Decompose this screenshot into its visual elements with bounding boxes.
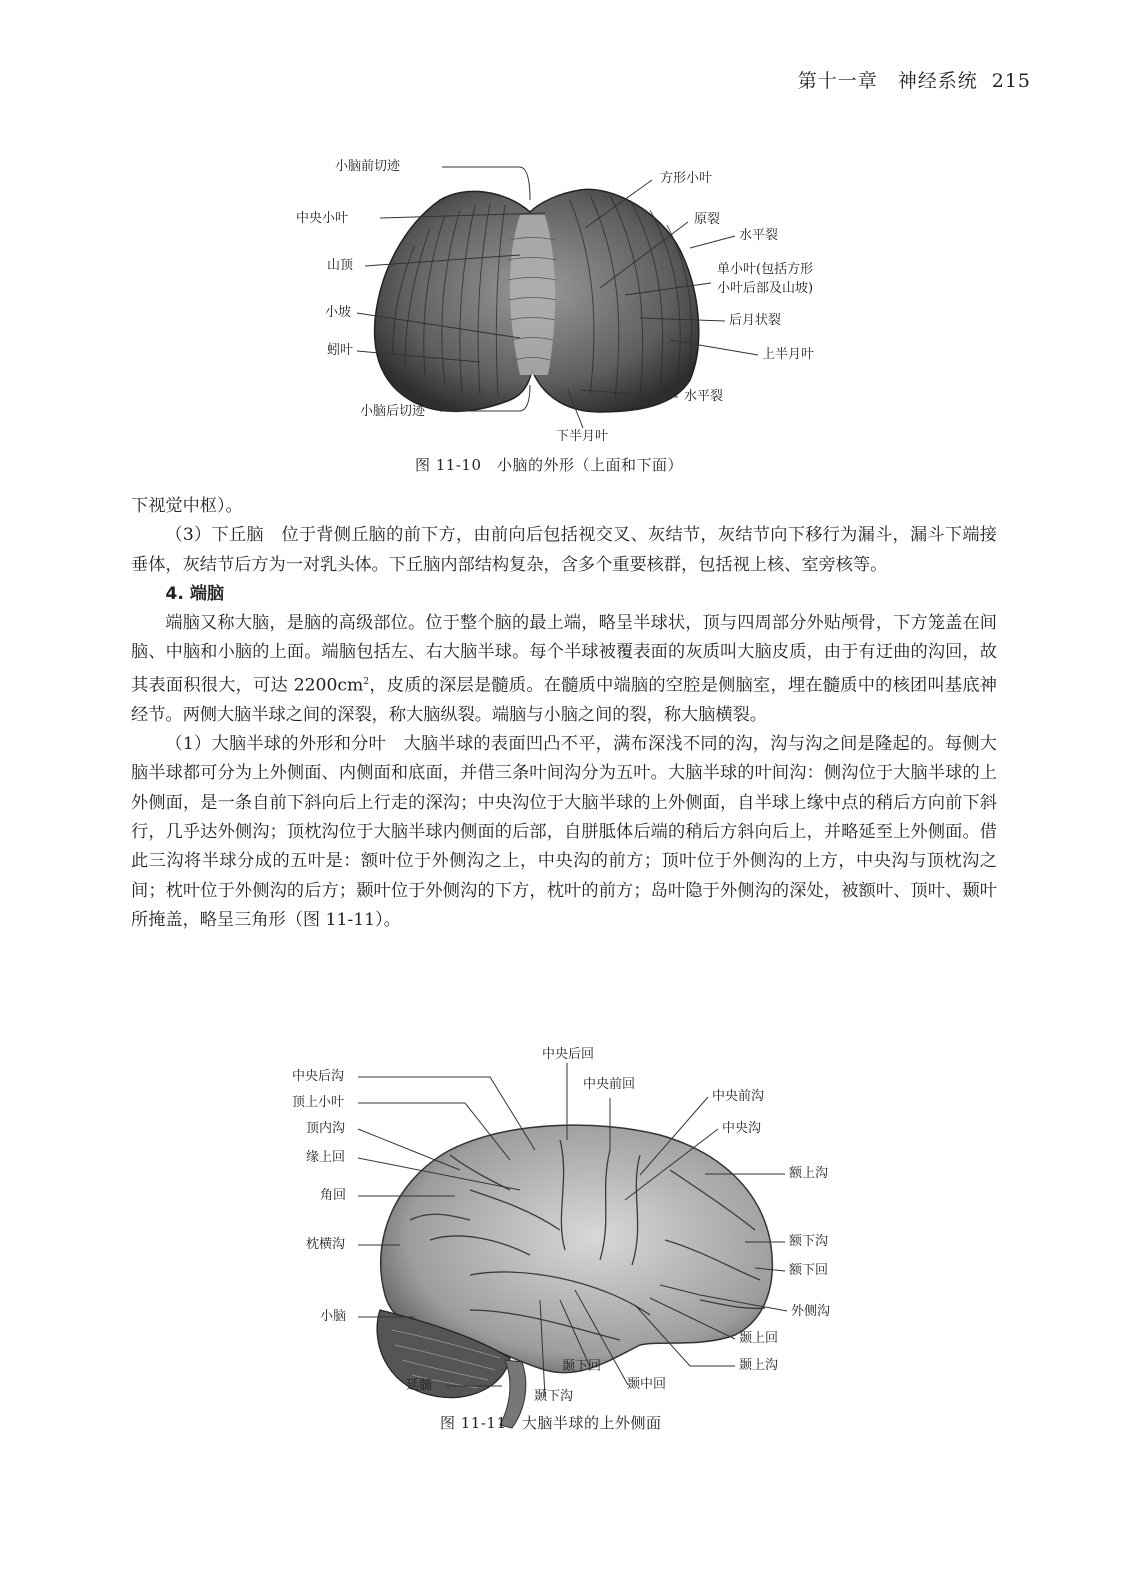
label-superior-parietal-lobule: 顶上小叶 [292,1095,345,1110]
paragraph-telencephalon-part2: ，皮质的深层是髓质。在髓质中端脑的空腔是侧脑室，埋在髓质中的核团叫基底神经节。两侧大脑半球之间的深裂，称大脑纵裂。端脑与小脑之间的裂，称大脑横裂。 [131,675,997,725]
label-inferior-temporal-gyrus: 颞下回 [562,1359,602,1374]
label-postcentral-sulcus: 中央后沟 [292,1069,345,1084]
label-precentral-sulcus: 中央前沟 [712,1089,765,1104]
label-supramarginal-gyrus: 缘上回 [306,1150,346,1165]
label-horizontal-fissure-top: 水平裂 [739,228,779,243]
body-text [131,492,997,935]
label-superior-frontal-sulcus: 额上沟 [789,1166,829,1181]
paragraph-telencephalon [131,609,997,730]
label-middle-temporal-gyrus: 颞中回 [627,1377,667,1392]
chapter-title: 第十一章 神经系统 [797,70,978,92]
label-culmen: 山顶 [327,258,354,273]
label-inferior-frontal-sulcus: 额下沟 [789,1234,829,1249]
label-transverse-occipital-sulcus: 枕横沟 [306,1237,346,1252]
label-horizontal-fissure-bottom: 水平裂 [684,389,724,404]
superscript: 2 [363,676,370,687]
paragraph-hypothalamus: （3）下丘脑 位于背侧丘脑的前下方，由前向后包括视交叉、灰结节，灰结节向下移行为漏斗，漏斗下端接垂体，灰结节后方为一对乳头体。下丘脑内部结构复杂，含多个重要核群，包括视上核、室旁核等。 [131,525,997,575]
label-central-lobule: 中央小叶 [296,211,349,226]
paragraph-continuation: 下视觉中枢）。 [131,496,243,516]
cerebellum-illustration [0,0,1127,480]
page-number: 215 [991,70,1031,92]
label-vermis: 蚓叶 [327,343,354,358]
label-primary-fissure: 原裂 [694,212,721,227]
label-inferior-semilunar: 下半月叶 [556,429,609,444]
label-cerebellum: 小脑 [320,1309,347,1324]
label-declive: 小坡 [325,305,352,320]
label-superior-temporal-gyrus: 颞上回 [739,1331,779,1346]
figure-cerebellum [0,0,1127,480]
label-anterior-notch: 小脑前切迹 [335,159,401,174]
section-heading-telencephalon: 4. 端脑 [165,583,225,604]
figure-cerebrum [0,1040,1127,1470]
label-central-sulcus: 中央沟 [722,1121,762,1136]
label-inferior-temporal-sulcus: 颞下沟 [534,1389,574,1404]
figure-caption-11-11: 图 11-11 大脑半球的上外侧面 [440,1414,662,1432]
label-simple-lobule-line1: 单小叶(包括方形 [717,262,814,277]
paragraph-telencephalon-part1: 端脑又称大脑，是脑的高级部位。位于整个脑的最上端，略呈半球状，顶与四周部分外贴颅骨，下方笼盖在间脑、中脑和小脑的上面。端脑包括左、右大脑半球。每个半球被覆表面的灰质叫大脑皮质，由于有迂曲的沟回，故其表面积很大，可达 2200cm [131,613,997,696]
label-angular-gyrus: 角回 [320,1188,347,1203]
label-lateral-sulcus: 外侧沟 [791,1304,831,1319]
label-medulla: 延髓 [406,1378,433,1393]
label-superior-semilunar: 上半月叶 [762,347,815,362]
figure-caption-11-10: 图 11-10 小脑的外形（上面和下面） [415,456,684,474]
label-intraparietal-sulcus: 顶内沟 [306,1121,346,1136]
label-inferior-frontal-gyrus: 额下回 [789,1263,829,1278]
brain-illustration [0,1040,1127,1470]
label-simple-lobule-line2: 小叶后部及山坡) [717,281,814,296]
label-precentral-gyrus: 中央前回 [583,1077,636,1092]
paragraph-hemisphere-lobes: （1）大脑半球的外形和分叶 大脑半球的表面凹凸不平，满布深浅不同的沟，沟与沟之间是隆起的。每侧大脑半球都可分为上外侧面、内侧面和底面，并借三条叶间沟分为五叶。大脑半球的叶间沟：侧沟位于大脑半球的上外侧面，是一条自前下斜向后上行走的深沟；中央沟位于大脑半球的上外侧面，自半球上缘中点的稍后方向前下斜行，几乎达外侧沟；顶枕沟位于大脑半球内侧面的后部，自胼胝体后端的稍后方斜向后上，并略延至上外侧面。借此三沟将半球分成的五叶是：额叶位于外侧沟之上，中央沟的前方；顶叶位于外侧沟的上方，中央沟与顶枕沟之间；枕叶位于外侧沟的后方；颞叶位于外侧沟的下方，枕叶的前方；岛叶隐于外侧沟的深处，被额叶、顶叶、颞叶所掩盖，略呈三角形（图 11-11）。 [131,734,997,930]
label-quadrangular-lobule: 方形小叶 [660,171,713,186]
label-postlunate-fissure: 后月状裂 [729,313,782,328]
label-postcentral-gyrus: 中央后回 [542,1047,595,1062]
label-posterior-notch: 小脑后切迹 [360,404,426,419]
label-superior-temporal-sulcus: 颞上沟 [739,1358,779,1373]
